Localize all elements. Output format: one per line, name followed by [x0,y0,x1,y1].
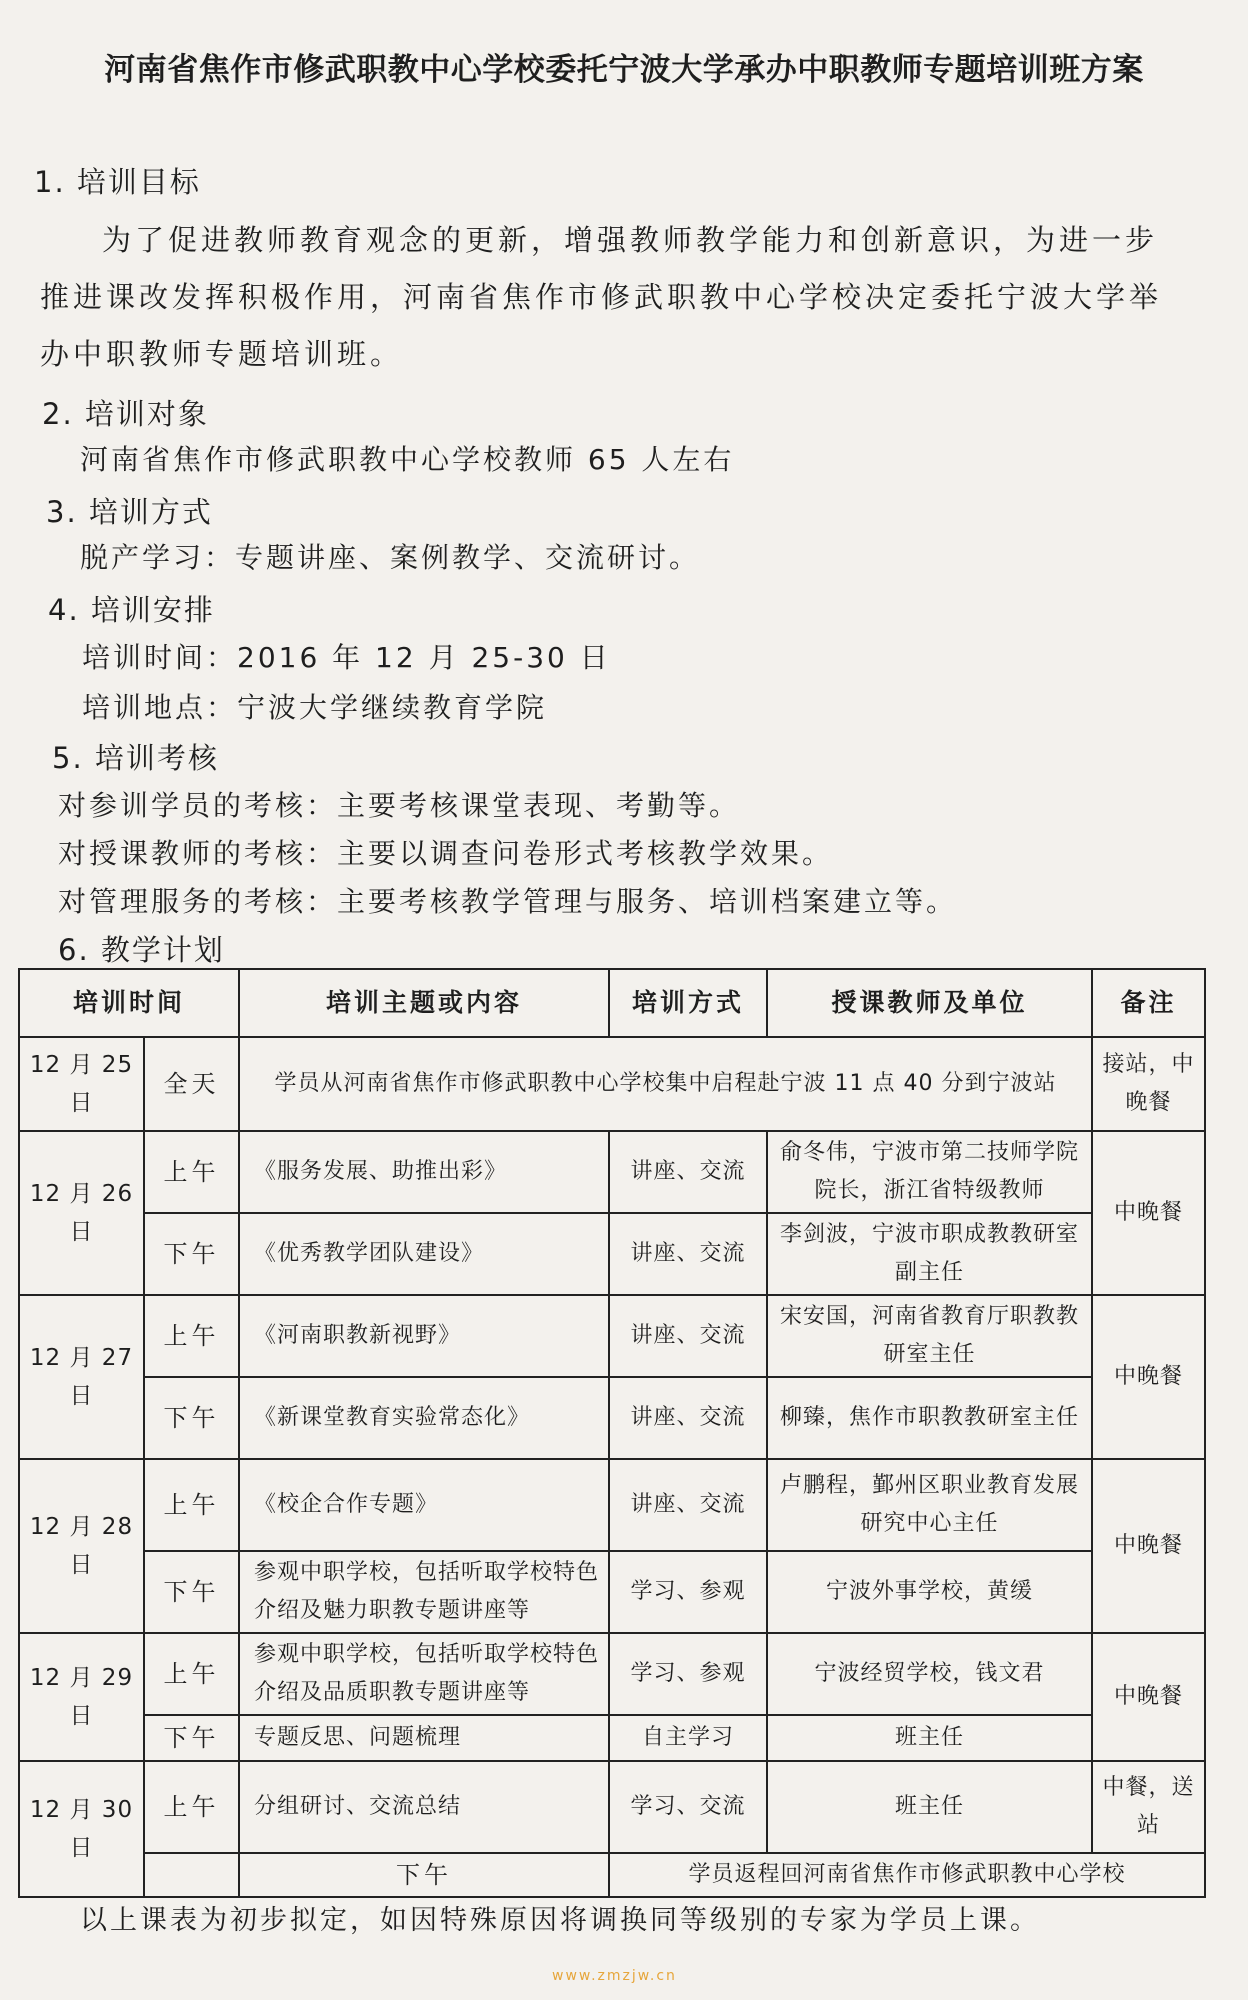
assessment-item: 对参训学员的考核：主要考核课堂表现、考勤等。 [58,789,741,822]
header-topic: 培训主题或内容 [239,969,609,1037]
header-teacher: 授课教师及单位 [767,969,1092,1037]
topic-cell: 《河南职教新视野》 [239,1295,609,1377]
teacher-cell: 宁波外事学校，黄缓 [767,1551,1092,1633]
method-cell: 讲座、交流 [609,1459,767,1551]
table-row [19,1037,1205,1131]
teacher-cell: 卢鹏程，鄞州区职业教育发展研究中心主任 [767,1459,1092,1551]
period-cell: 上午 [144,1131,239,1213]
date-cell: 12 月 25 日 [19,1037,144,1131]
section-3-body: 脱产学习：专题讲座、案例教学、交流研讨。 [80,541,701,574]
table-row [19,1551,1205,1633]
section-3-heading: 3. 培训方式 [46,495,213,529]
method-cell: 学习、参观 [609,1633,767,1715]
section-1-body: 为了促进教师教育观念的更新，增强教师教学能力和创新意识，为进一步推进课改发挥积极作用，河南省焦作市修武职教中心学校决定委托宁波大学举办中职教师专题培训班。 [40,223,1163,371]
teacher-cell: 柳臻，焦作市职教教研室主任 [767,1377,1092,1459]
teaching-plan-table [18,968,1206,1898]
table-row [19,1715,1205,1761]
topic-cell: 《新课堂教育实验常态化》 [239,1377,609,1459]
table-row [19,1377,1205,1459]
period-cell: 全天 [144,1037,239,1131]
teacher-cell: 李剑波，宁波市职成教教研室副主任 [767,1213,1092,1295]
content-cell: 学员返程回河南省焦作市修武职教中心学校 [609,1853,1205,1897]
period-cell: 下午 [144,1377,239,1459]
method-cell: 讲座、交流 [609,1295,767,1377]
watermark: www.zmzjw.cn [552,1968,677,1984]
period-cell: 下午 [239,1853,609,1897]
training-time: 培训时间：2016 年 12 月 25-30 日 [82,641,611,674]
method-cell: 讲座、交流 [609,1377,767,1459]
header-method: 培训方式 [609,969,767,1037]
header-time: 培训时间 [19,969,239,1037]
note-cell: 中晚餐 [1092,1459,1205,1633]
table-row [19,1213,1205,1295]
table-row [19,1853,1205,1897]
note-cell: 中晚餐 [1092,1633,1205,1761]
period-cell: 上午 [144,1459,239,1551]
topic-cell: 《优秀教学团队建设》 [239,1213,609,1295]
section-5-heading: 5. 培训考核 [52,741,219,775]
date-cell: 12 月 28 日 [19,1459,144,1633]
assessment-item: 对管理服务的考核：主要考核教学管理与服务、培训档案建立等。 [58,885,958,918]
note-cell: 接站，中晚餐 [1092,1037,1205,1131]
period-cell: 上午 [144,1761,239,1853]
table-row [19,1295,1205,1377]
section-1-heading: 1. 培训目标 [34,165,201,199]
teacher-cell: 宋安国，河南省教育厅职教教研室主任 [767,1295,1092,1377]
topic-cell: 分组研讨、交流总结 [239,1761,609,1853]
method-cell: 学习、参观 [609,1551,767,1633]
period-cell: 下午 [144,1213,239,1295]
section-2-body: 河南省焦作市修武职教中心学校教师 65 人左右 [80,443,735,476]
teacher-cell: 宁波经贸学校，钱文君 [767,1633,1092,1715]
teacher-cell: 俞冬伟，宁波市第二技师学院院长，浙江省特级教师 [767,1131,1092,1213]
topic-cell: 专题反思、问题梳理 [239,1715,609,1761]
topic-cell: 《服务发展、助推出彩》 [239,1131,609,1213]
note-cell: 中晚餐 [1092,1295,1205,1459]
assessment-item: 对授课教师的考核：主要以调查问卷形式考核教学效果。 [58,837,834,870]
teacher-cell: 班主任 [767,1715,1092,1761]
topic-cell: 参观中职学校，包括听取学校特色介绍及魅力职教专题讲座等 [239,1551,609,1633]
note-cell: 中餐，送站 [1092,1761,1205,1853]
table-row [19,1633,1205,1715]
date-cell: 12 月 29 日 [19,1633,144,1761]
footer-note: 以上课表为初步拟定，如因特殊原因将调换同等级别的专家为学员上课。 [80,1905,1040,1936]
table-header-row [19,969,1205,1037]
date-cell: 12 月 26 日 [19,1131,144,1295]
note-cell: 中晚餐 [1092,1131,1205,1295]
training-place: 培训地点：宁波大学继续教育学院 [82,691,548,724]
method-cell: 学习、交流 [609,1761,767,1853]
section-4-heading: 4. 培训安排 [48,593,215,627]
period-cell: 上午 [144,1633,239,1715]
date-cell-empty [144,1853,239,1897]
section-2-heading: 2. 培训对象 [42,397,209,431]
header-note: 备注 [1092,969,1205,1037]
teacher-cell: 班主任 [767,1761,1092,1853]
period-cell: 下午 [144,1715,239,1761]
table-row [19,1459,1205,1551]
document-title: 河南省焦作市修武职教中心学校委托宁波大学承办中职教师专题培训班方案 [104,52,1144,88]
method-cell: 讲座、交流 [609,1213,767,1295]
topic-cell: 《校企合作专题》 [239,1459,609,1551]
content-cell: 学员从河南省焦作市修武职教中心学校集中启程赴宁波 11 点 40 分到宁波站 [239,1037,1092,1131]
topic-cell: 参观中职学校，包括听取学校特色介绍及品质职教专题讲座等 [239,1633,609,1715]
period-cell: 上午 [144,1295,239,1377]
method-cell: 自主学习 [609,1715,767,1761]
table-row [19,1131,1205,1213]
table-row [19,1761,1205,1853]
period-cell: 下午 [144,1551,239,1633]
section-6-heading: 6. 教学计划 [58,933,225,967]
method-cell: 讲座、交流 [609,1131,767,1213]
date-cell: 12 月 30 日 [19,1761,144,1897]
date-cell: 12 月 27 日 [19,1295,144,1459]
